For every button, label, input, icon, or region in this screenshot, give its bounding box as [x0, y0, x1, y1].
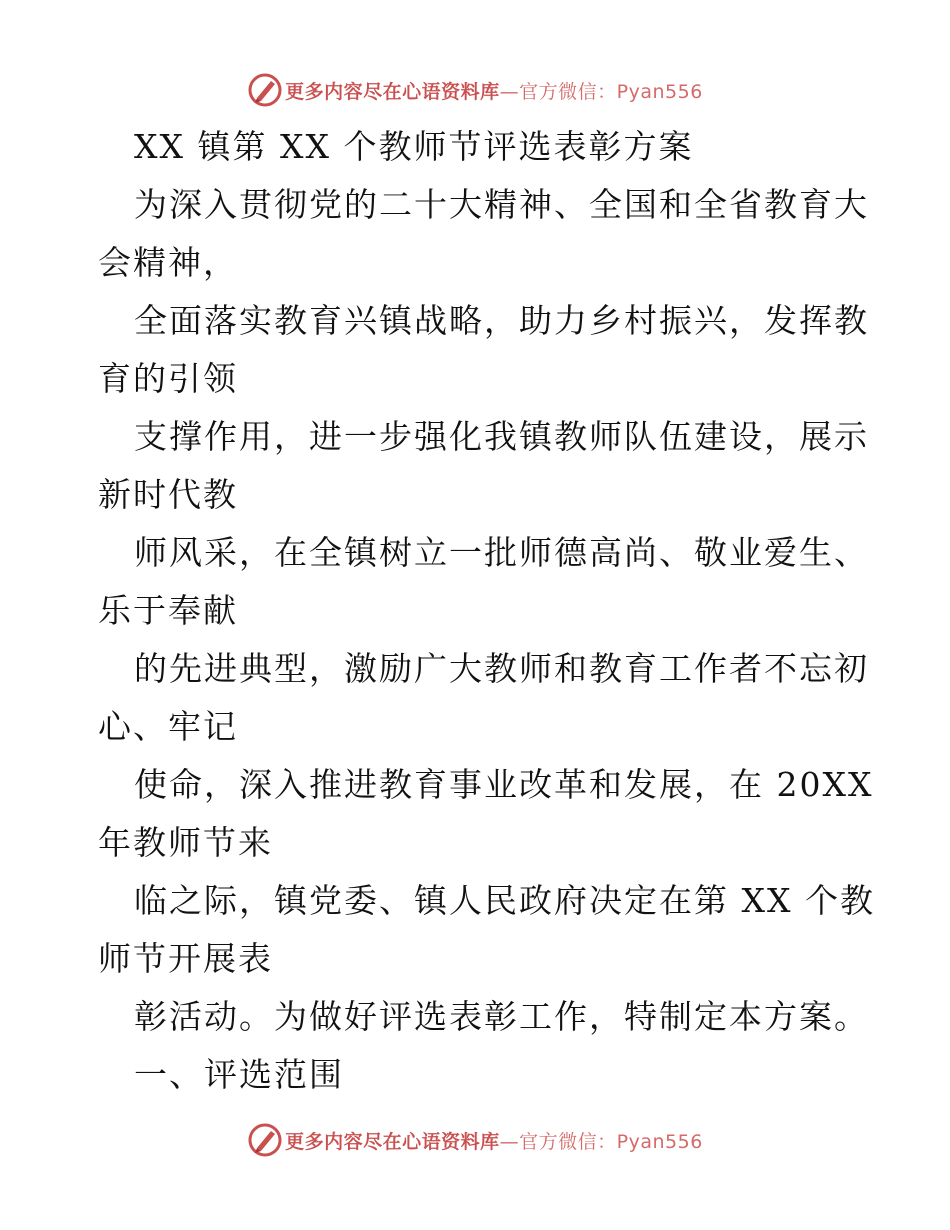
paragraph-line: 全面落实教育兴镇战略，助力乡村振兴，发挥教 [134, 301, 869, 340]
section-heading: 一、评选范围 [134, 1055, 344, 1094]
paragraph-line: 心、牢记 [98, 707, 238, 746]
paragraph-line: 为深入贯彻党的二十大精神、全国和全省教育大 [134, 185, 869, 224]
paragraph-line: 育的引领 [98, 359, 238, 398]
paragraph-line: 年教师节来 [98, 823, 273, 862]
paragraph-line: 使命，深入推进教育事业改革和发展，在 20XX [134, 765, 874, 804]
paragraph-line: 师节开展表 [98, 939, 273, 978]
paragraph-line: 新时代教 [98, 475, 238, 514]
paragraph-line: 彰活动。为做好评选表彰工作，特制定本方案。 [134, 997, 869, 1036]
pen-in-circle-logo [247, 1122, 283, 1158]
watermark-sub-text: —官方微信：Pyan556 [499, 1130, 703, 1153]
paragraph-line: 支撑作用，进一步强化我镇教师队伍建设，展示 [134, 417, 869, 456]
watermark-sub-text: —官方微信：Pyan556 [499, 80, 703, 103]
paragraph-line: 会精神， [98, 243, 238, 282]
watermark-main-text: 更多内容尽在心语资料库 [285, 80, 500, 103]
watermark-banner-bottom [0, 1120, 950, 1160]
pen-in-circle-logo [247, 72, 283, 108]
watermark-main-text: 更多内容尽在心语资料库 [285, 1130, 500, 1153]
paragraph-line: 乐于奉献 [98, 591, 238, 630]
paragraph-line: 临之际，镇党委、镇人民政府决定在第 XX 个教 [134, 881, 875, 920]
paragraph-line: 师风采，在全镇树立一批师德高尚、敬业爱生、 [134, 533, 869, 572]
watermark-banner-top [0, 70, 950, 110]
paragraph-line: 的先进典型，激励广大教师和教育工作者不忘初 [134, 649, 869, 688]
document-title: XX 镇第 XX 个教师节评选表彰方案 [134, 127, 694, 166]
